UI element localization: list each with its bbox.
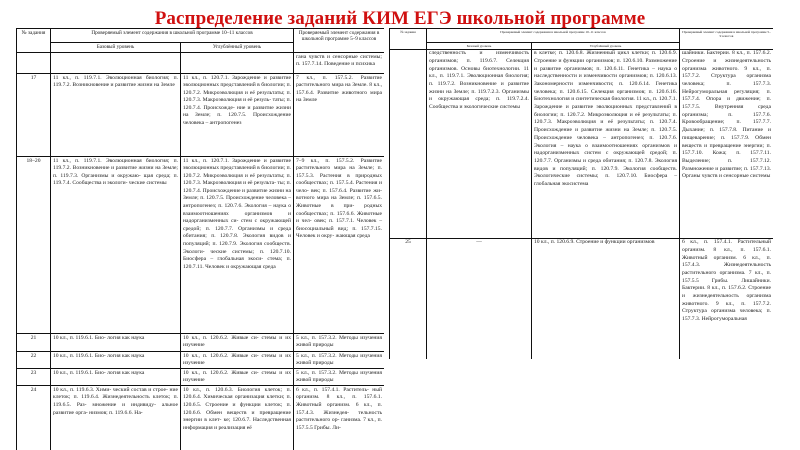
document-title: Распределение заданий КИМ ЕГЭ школьной программе — [154, 8, 646, 29]
header-program-5-9: Проверяемый элемент содержания в школьной программе 5–9 классов — [294, 29, 385, 53]
grade-5-9-cell: 6 кл., п. 157.4.1. Раститель- ный организм. 8 кл., п. 157.6.1. Животный организм. 6 кл., п. 157.4.3. Жизнедея- тельность растительного ор- ганизма. 7 кл., п. 157.5.5 Грибы. Ли- — [294, 386, 385, 450]
advanced-level-cell: в клетке; п. 120.6.8. Жизненный цикл клетки; п. 120.6.9. Строение и функции организмов; п. 120.6.10. Размножение и развитие организмов; п. 120.6.11. Генетика – наука о наследственности и изменчивости организмов; п. 120.6.13. Закономерности изменчивости; п. 120.6.14. Генетика человека; п. 120.6.15. Селекция организмов; п. 120.6.16. Биотехнология и синтетическая биология. 11 кл., п. 120.7.1. Зарождение и развитие эволюционных представлений в биологии; п. 120.7.2. Микроэволюция и её результаты; п. 120.7.3. Макроэволюция и её результаты; п. 120.7.4. Происхождение и развитие жизни на Земле; п. 120.7.5. Происхождение человека – антропогенез; п. 120.7.6. Экология – наука о взаимоотношениях организмов и надорганизменных систем с окружающей средой; п. 120.7.7. Организмы и среда обитания; п. 120.7.8. Экология видов и популяций; п. 120.7.9. Экология сообществ. Экологические системы; п. 120.7.10. Биосфера – глобальная экосистема — [532, 49, 680, 238]
task-number: 17 — [17, 74, 51, 157]
advanced-level-cell: 10 кл., п. 120.6.2. Живые си- стемы и их изучение — [181, 334, 294, 352]
table-row — [17, 352, 385, 369]
grade-5-9-cell: 5 кл., п. 157.3.2. Методы изучения живой природы — [294, 334, 385, 352]
advanced-level-cell — [181, 53, 294, 74]
task-number: 25 — [390, 238, 427, 359]
table-row — [390, 49, 774, 238]
header-task-number: № задания — [17, 29, 51, 53]
table-row — [17, 334, 385, 352]
task-number: 18–20 — [17, 157, 51, 334]
header-advanced-level: Углублённый уровень — [532, 43, 680, 50]
basic-level-cell: 10 кл., п. 119.6.1. Био- логия как наука — [51, 369, 181, 386]
table-row — [17, 74, 385, 157]
header-basic-level: Базовый уровень — [427, 43, 532, 50]
grade-5-9-cell: гана чувств и сенсорные системы; п. 157.7.14. Поведение и психика — [294, 53, 385, 74]
grade-5-9-cell: 7 кл., п. 157.5.2. Развитие растительного мира на Земле. 8 кл., 157.6.4. Развитие животного мира на Земле — [294, 74, 385, 157]
advanced-level-cell: 11 кл., п. 120.7.1. Зарождение и развитие эволюционных представлений в биологии; п. 120.7.2. Микроэволюция и её результаты; п. 120.7.3. Макроэволюция и её результа- ты; п. 120.7.4. Происхождение и развитие жизни на Земле; п. 120.7.5. Происхождение человека – антропогенез; п. 120.7.6. Экология – наука о взаимоотношениях организмов и надорганизменных си- стем с окружающей средой; п. 120.7.7. Организмы и среда обитания; п. 120.7.8. Экология видов и популяций; п. 120.7.9. Экология сообществ. Экологи- ческие системы; п. 120.7.10. Биосфера – глобальная экоси- стема; п. 120.7.11. Человек и окружающая среда — [181, 157, 294, 334]
task-number: 22 — [17, 352, 51, 369]
grade-5-9-cell: 5 кл., п. 157.3.2. Методы изучения живой природы — [294, 352, 385, 369]
basic-level-cell: 11 кл., п. 119.7.1. Эволюционная биология; п. 119.7.2. Возникновение и развитие жизни на Земле — [51, 74, 181, 157]
basic-level-cell: 10 кл., п. 119.6.1. Био- логия как наука — [51, 334, 181, 352]
distribution-table-left — [16, 28, 384, 450]
grade-5-9-cell: 5 кл., п. 157.3.2. Методы изучения живой природы — [294, 369, 385, 386]
header-program-10-11: Проверяемый элемент содержания в школьной программе 10–11 классов — [427, 29, 680, 43]
advanced-level-cell: 10 кл., п. 120.6.2. Живые си- стемы и их изучение — [181, 352, 294, 369]
table-row — [17, 53, 385, 74]
table-row — [17, 369, 385, 386]
header-program-10-11: Проверяемый элемент содержания в школьной программе 10–11 классов — [51, 29, 294, 43]
task-number: 21 — [17, 334, 51, 352]
task-number — [17, 53, 51, 74]
table-row — [17, 157, 385, 334]
table-row — [17, 386, 385, 450]
task-number: 24 — [17, 386, 51, 450]
task-number — [390, 49, 427, 238]
advanced-level-cell: 10 кл., п. 120.6.2. Живые си- стемы и их изучение — [181, 369, 294, 386]
grade-5-9-cell: 7–9 кл., п. 157.5.2. Развитие растительного мира на Земле; п. 157.5.3. Растения в природных сообществах; п. 157.5.4. Растения и чело- век; п. 157.6.4. Развитие жи- вотного мира на Земле; п. 157.6.5. Животные в при- родных сообществах; п. 157.6.6. Животные и чел- овек; п. 157.7.1. Человек – биосоциальный вид; п. 157.7.15. Человек и окру- жающая среда — [294, 157, 385, 334]
distribution-table-right — [389, 28, 773, 359]
task-number: 23 — [17, 369, 51, 386]
header-basic-level: Базовый уровень — [51, 43, 181, 53]
grade-5-9-cell: 6 кл., п. 157.4.1. Растительный организм. 8 кл., п. 157.6.1. Животный организм. 6 кл., п. 157.4.3. Жизнедеятельность растительного организма. 7 кл., п. 157.5.5 Грибы. Лишайники. Бактерии. 8 кл., п. 157.6.2. Строение и жизнедеятельность организма животного. 9 кл., п. 157.7.2. Структура организма человека; п. 157.7.3. Нейрогуморальная — [680, 238, 773, 359]
right-page — [389, 28, 773, 359]
basic-level-cell: — — [427, 238, 532, 359]
advanced-level-cell: 10 кл., п. 120.6.3. Биология клеток; п. 120.6.4. Химическая организация клетки; п. 120.6.5. Строение и функции клеток; п. 120.6.6. Обмен веществ и превращение энергии в клет- ке; 120.6.7. Наследственная информация и реализация её — [181, 386, 294, 450]
advanced-level-cell: 10 кл., п. 120.6.9. Строение и функции организмов — [532, 238, 680, 359]
basic-level-cell: следственность и изменчивость организмов; п. 119.6.7. Селекция организмов. Основы биотехнологии. 11 кл., п. 119.7.1. Эволюционная биология; п. 119.7.2. Возникновение и развитие жизни на Земле; п. 119.7.2.3. Организмы и окружающая среда; п. 119.7.2.4. Сообщества и экологические системы — [427, 49, 532, 238]
basic-level-cell: 10 кл., п. 119.6.3. Хими- ческий состав и строе- ние клеток; п. 119.6.4. Жизнедеятельность клеток; п. 119.6.5. Раз- множение и индивиду- альное развитие орга- низмов; п. 119.6.6. На- — [51, 386, 181, 450]
grade-5-9-cell: шайники. Бактерии. 8 кл., п. 157.6.2. Строение и жизнедеятельность организма животного. 9 кл., п. 157.7.2. Структура организма человека; п. 157.7.3. Нейрогуморальная регуляция; п. 157.7.4. Опора и движение; п. 157.7.5. Внутренняя среда организма; п. 157.7.6. Кровообращение; п. 157.7.7. Дыхание; п. 157.7.8. Питание и пищеварение; п. 157.7.9. Обмен веществ и превращение энергии; п. 157.7.10. Кожа; п. 157.7.11. Выделение; п. 157.7.12. Размножение и развитие; п. 157.7.13. Органы чувств и сенсорные системы — [680, 49, 773, 238]
table-row — [390, 238, 774, 359]
basic-level-cell: 10 кл., п. 119.6.1. Био- логия как наука — [51, 352, 181, 369]
left-page — [16, 28, 384, 450]
header-task-number: № задания — [390, 29, 427, 50]
advanced-level-cell: 11 кл., п. 120.7.1. Зарождение и развитие эволюционных представлений в биологии; п. 120.7.2. Микроэволюция и её результаты; п. 120.7.3. Макроэволюция и её резуль- таты; п. 120.7.4. Происхожде- ние и развитие жизни на Земле; п. 120.7.5. Происхождение человека – антропогенез — [181, 74, 294, 157]
basic-level-cell — [51, 53, 181, 74]
header-program-5-9: Проверяемый элемент содержания в школьной программе 5–9 классов — [680, 29, 773, 50]
basic-level-cell: 11 кл., п. 119.7.1. Эволюционная биология; п. 119.7.2. Возникновение и развитие жизни на Земле; п. 119.7.3. Организмы и окружаю- щая среда; п. 119.7.4. Сообщества и экологи- ческие системы — [51, 157, 181, 334]
header-advanced-level: Углублённый уровень — [181, 43, 294, 53]
